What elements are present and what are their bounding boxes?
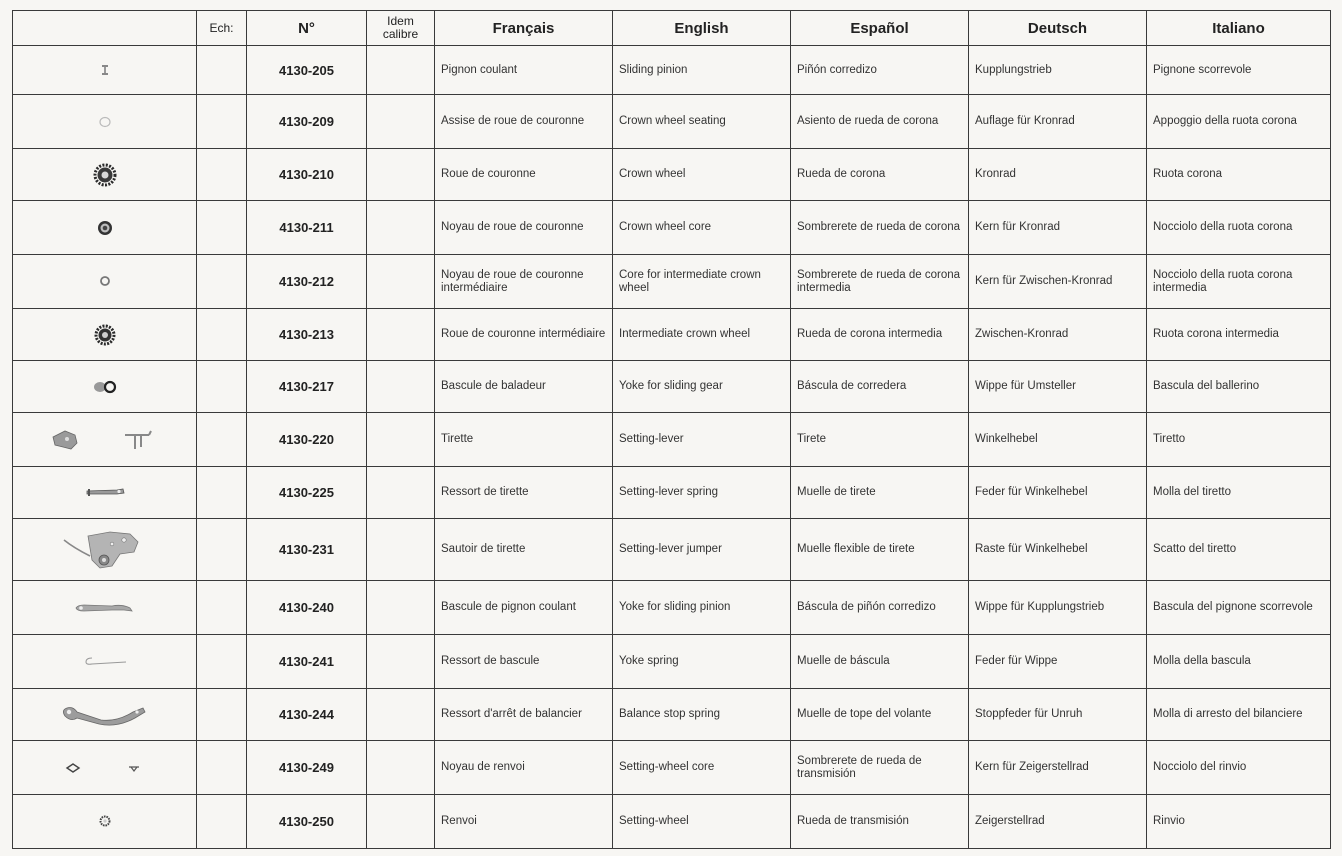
part-number: 4130-210 xyxy=(247,149,367,201)
name-es: Muelle de tirete xyxy=(791,467,969,519)
name-en: Core for intermediate crown wheel xyxy=(613,255,791,309)
name-it: Bascula del ballerino xyxy=(1147,361,1331,413)
name-fr: Ressort de tirette xyxy=(435,467,613,519)
name-de: Raste für Winkelhebel xyxy=(969,519,1147,581)
ech-cell xyxy=(197,201,247,255)
table-row xyxy=(13,467,1331,519)
name-it: Molla di arresto del bilanciere xyxy=(1147,689,1331,741)
ech-cell xyxy=(197,741,247,795)
name-de: Kern für Zwischen-Kronrad xyxy=(969,255,1147,309)
part-image-cell xyxy=(13,255,197,309)
name-it: Scatto del tiretto xyxy=(1147,519,1331,581)
name-de: Kupplungstrieb xyxy=(969,46,1147,95)
name-es: Muelle de tope del volante xyxy=(791,689,969,741)
name-en: Crown wheel seating xyxy=(613,95,791,149)
yoke-sliding-gear-icon xyxy=(90,381,120,393)
part-image-cell xyxy=(13,201,197,255)
sliding-pinion-icon xyxy=(98,64,112,76)
name-de: Zwischen-Kronrad xyxy=(969,309,1147,361)
idem-calibre-cell xyxy=(367,741,435,795)
name-fr: Bascule de pignon coulant xyxy=(435,581,613,635)
header-espanol: Español xyxy=(791,11,969,46)
crown-wheel-core-icon xyxy=(96,222,114,234)
name-it: Nocciolo del rinvio xyxy=(1147,741,1331,795)
name-de: Kern für Kronrad xyxy=(969,201,1147,255)
setting-wheel-icon xyxy=(98,816,112,828)
idem-calibre-cell xyxy=(367,309,435,361)
part-image-cell xyxy=(13,795,197,849)
name-fr: Roue de couronne xyxy=(435,149,613,201)
name-de: Stoppfeder für Unruh xyxy=(969,689,1147,741)
name-en: Setting-lever jumper xyxy=(613,519,791,581)
parts-sheet xyxy=(12,10,1330,850)
name-fr: Renvoi xyxy=(435,795,613,849)
part-image-cell xyxy=(13,519,197,581)
header-idem-calibre: Idem calibre xyxy=(367,11,435,46)
name-en: Setting-wheel xyxy=(613,795,791,849)
ech-cell xyxy=(197,46,247,95)
name-es: Rueda de corona intermedia xyxy=(791,309,969,361)
part-number: 4130-244 xyxy=(247,689,367,741)
header-francais: Français xyxy=(435,11,613,46)
part-image-cell xyxy=(13,361,197,413)
name-it: Molla del tiretto xyxy=(1147,467,1331,519)
part-number: 4130-213 xyxy=(247,309,367,361)
part-number: 4130-209 xyxy=(247,95,367,149)
name-en: Sliding pinion xyxy=(613,46,791,95)
name-es: Tirete xyxy=(791,413,969,467)
part-image-cell xyxy=(13,46,197,95)
ech-cell xyxy=(197,361,247,413)
part-number: 4130-231 xyxy=(247,519,367,581)
idem-calibre-cell xyxy=(367,46,435,95)
name-es: Rueda de transmisión xyxy=(791,795,969,849)
table-row xyxy=(13,95,1331,149)
idem-calibre-cell xyxy=(367,95,435,149)
name-es: Muelle de báscula xyxy=(791,635,969,689)
name-es: Piñón corredizo xyxy=(791,46,969,95)
name-es: Báscula de corredera xyxy=(791,361,969,413)
part-image-cell xyxy=(13,413,197,467)
name-en: Balance stop spring xyxy=(613,689,791,741)
name-it: Tiretto xyxy=(1147,413,1331,467)
part-number: 4130-241 xyxy=(247,635,367,689)
part-image-cell xyxy=(13,581,197,635)
name-it: Pignone scorrevole xyxy=(1147,46,1331,95)
part-number: 4130-212 xyxy=(247,255,367,309)
part-image-cell xyxy=(13,149,197,201)
header-deutsch: Deutsch xyxy=(969,11,1147,46)
part-image-cell xyxy=(13,467,197,519)
idem-calibre-cell xyxy=(367,519,435,581)
intermediate-core-icon xyxy=(99,275,111,287)
ech-cell xyxy=(197,795,247,849)
table-row xyxy=(13,689,1331,741)
name-fr: Roue de couronne intermédiaire xyxy=(435,309,613,361)
name-it: Molla della bascula xyxy=(1147,635,1331,689)
idem-calibre-cell xyxy=(367,361,435,413)
name-de: Kern für Zeigerstellrad xyxy=(969,741,1147,795)
name-de: Wippe für Kupplungstrieb xyxy=(969,581,1147,635)
part-image-cell xyxy=(13,95,197,149)
ech-cell xyxy=(197,519,247,581)
setting-lever-icon xyxy=(45,434,165,446)
part-number: 4130-220 xyxy=(247,413,367,467)
name-fr: Assise de roue de couronne xyxy=(435,95,613,149)
yoke-spring-icon xyxy=(80,656,130,668)
table-row xyxy=(13,413,1331,467)
name-it: Nocciolo della ruota corona intermedia xyxy=(1147,255,1331,309)
name-de: Feder für Winkelhebel xyxy=(969,467,1147,519)
table-row xyxy=(13,361,1331,413)
table-row xyxy=(13,149,1331,201)
table-row xyxy=(13,201,1331,255)
balance-stop-spring-icon xyxy=(57,709,153,721)
part-number: 4130-205 xyxy=(247,46,367,95)
part-image-cell xyxy=(13,635,197,689)
ech-cell xyxy=(197,309,247,361)
ech-cell xyxy=(197,255,247,309)
part-number: 4130-240 xyxy=(247,581,367,635)
name-en: Setting-lever xyxy=(613,413,791,467)
header-image xyxy=(13,11,197,46)
setting-lever-spring-icon xyxy=(83,487,127,499)
name-de: Wippe für Umsteller xyxy=(969,361,1147,413)
name-es: Asiento de rueda de corona xyxy=(791,95,969,149)
ech-cell xyxy=(197,149,247,201)
table-row xyxy=(13,581,1331,635)
ech-cell xyxy=(197,581,247,635)
table-row xyxy=(13,519,1331,581)
table-row xyxy=(13,635,1331,689)
name-de: Zeigerstellrad xyxy=(969,795,1147,849)
idem-calibre-cell xyxy=(367,255,435,309)
idem-calibre-cell xyxy=(367,201,435,255)
part-image-cell xyxy=(13,309,197,361)
name-fr: Noyau de roue de couronne intermédiaire xyxy=(435,255,613,309)
ech-cell xyxy=(197,95,247,149)
name-it: Appoggio della ruota corona xyxy=(1147,95,1331,149)
name-en: Setting-lever spring xyxy=(613,467,791,519)
idem-calibre-cell xyxy=(367,467,435,519)
name-fr: Bascule de baladeur xyxy=(435,361,613,413)
table-row xyxy=(13,46,1331,95)
header-italiano: Italiano xyxy=(1147,11,1331,46)
name-fr: Noyau de roue de couronne xyxy=(435,201,613,255)
name-de: Kronrad xyxy=(969,149,1147,201)
ech-cell xyxy=(197,467,247,519)
idem-calibre-cell xyxy=(367,689,435,741)
part-number: 4130-249 xyxy=(247,741,367,795)
table-row xyxy=(13,741,1331,795)
name-fr: Ressort d'arrêt de balancier xyxy=(435,689,613,741)
ech-cell xyxy=(197,689,247,741)
name-de: Feder für Wippe xyxy=(969,635,1147,689)
table-row xyxy=(13,255,1331,309)
name-es: Sombrerete de rueda de transmisión xyxy=(791,741,969,795)
part-number: 4130-211 xyxy=(247,201,367,255)
name-fr: Sautoir de tirette xyxy=(435,519,613,581)
name-en: Crown wheel core xyxy=(613,201,791,255)
name-es: Sombrerete de rueda de corona xyxy=(791,201,969,255)
setting-wheel-core-icon xyxy=(45,762,165,774)
name-fr: Ressort de bascule xyxy=(435,635,613,689)
table-row xyxy=(13,309,1331,361)
header-row xyxy=(13,11,1331,46)
part-number: 4130-250 xyxy=(247,795,367,849)
header-ech: Ech: xyxy=(197,11,247,46)
name-en: Yoke spring xyxy=(613,635,791,689)
setting-lever-jumper-icon xyxy=(60,544,150,556)
idem-calibre-cell xyxy=(367,635,435,689)
intermediate-crown-wheel-icon xyxy=(94,329,116,341)
name-en: Setting-wheel core xyxy=(613,741,791,795)
part-image-cell xyxy=(13,689,197,741)
name-it: Ruota corona intermedia xyxy=(1147,309,1331,361)
name-fr: Noyau de renvoi xyxy=(435,741,613,795)
name-it: Nocciolo della ruota corona xyxy=(1147,201,1331,255)
name-en: Intermediate crown wheel xyxy=(613,309,791,361)
name-it: Bascula del pignone scorrevole xyxy=(1147,581,1331,635)
idem-calibre-cell xyxy=(367,581,435,635)
name-en: Crown wheel xyxy=(613,149,791,201)
part-number: 4130-225 xyxy=(247,467,367,519)
ech-cell xyxy=(197,635,247,689)
name-it: Ruota corona xyxy=(1147,149,1331,201)
part-number: 4130-217 xyxy=(247,361,367,413)
idem-calibre-cell xyxy=(367,795,435,849)
ech-cell xyxy=(197,413,247,467)
name-fr: Tirette xyxy=(435,413,613,467)
parts-table xyxy=(12,10,1331,849)
name-es: Báscula de piñón corredizo xyxy=(791,581,969,635)
idem-calibre-cell xyxy=(367,149,435,201)
name-es: Sombrerete de rueda de corona intermedia xyxy=(791,255,969,309)
yoke-sliding-pinion-icon xyxy=(72,602,138,614)
part-image-cell xyxy=(13,741,197,795)
table-row xyxy=(13,795,1331,849)
header-english: English xyxy=(613,11,791,46)
header-number: N° xyxy=(247,11,367,46)
crown-wheel-icon xyxy=(93,169,117,181)
name-de: Winkelhebel xyxy=(969,413,1147,467)
crown-wheel-seating-icon xyxy=(97,116,113,128)
name-es: Rueda de corona xyxy=(791,149,969,201)
name-es: Muelle flexible de tirete xyxy=(791,519,969,581)
name-en: Yoke for sliding gear xyxy=(613,361,791,413)
idem-calibre-cell xyxy=(367,413,435,467)
name-en: Yoke for sliding pinion xyxy=(613,581,791,635)
name-de: Auflage für Kronrad xyxy=(969,95,1147,149)
name-it: Rinvio xyxy=(1147,795,1331,849)
name-fr: Pignon coulant xyxy=(435,46,613,95)
